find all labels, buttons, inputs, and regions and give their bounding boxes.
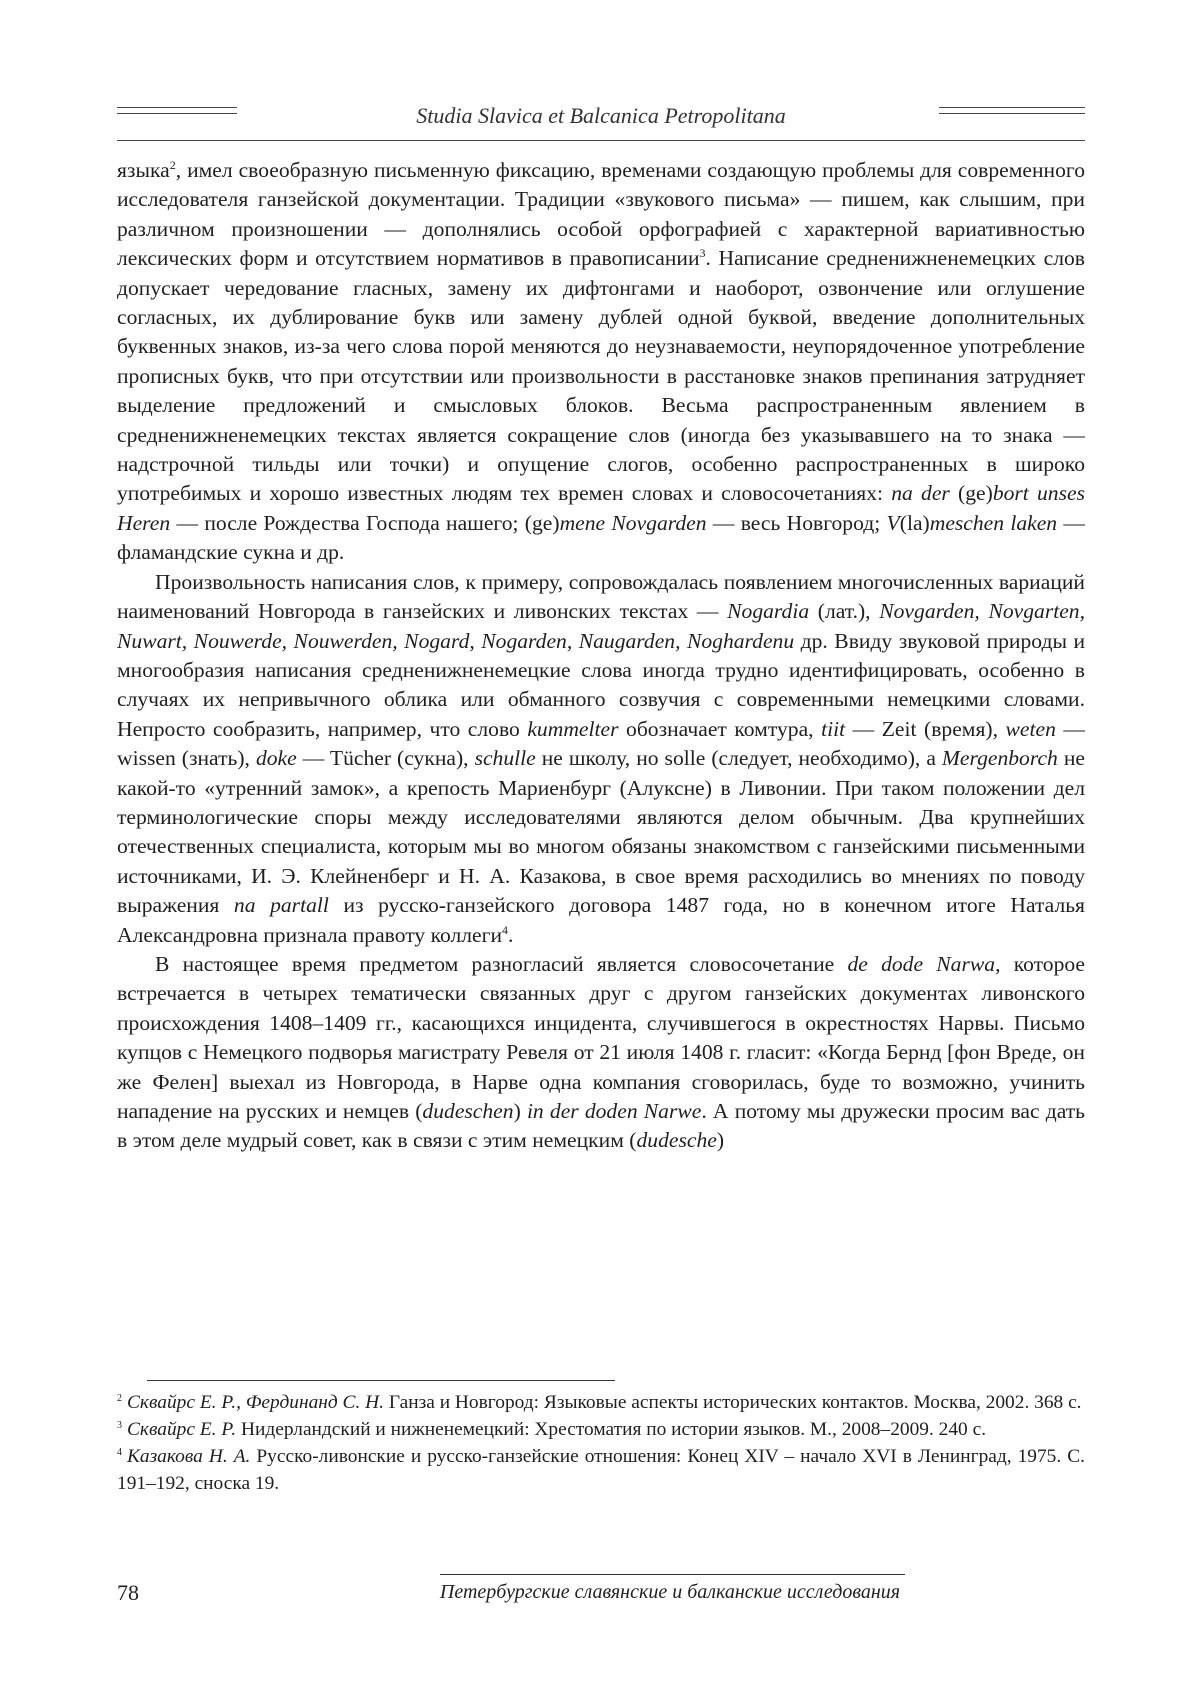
italic-term: dudeschen [422,1099,514,1123]
italic-term: kummelter [527,716,619,741]
paragraph [117,950,1085,1156]
footnote-text: Ганза и Новгород: Языковые аспекты исторических контактов. Москва, 2002. 368 с. [384,1392,1082,1413]
italic-term: V [886,510,900,535]
text-run: , имел своеобразную письменную фиксацию, временами создающую проблемы для современного исследователя ганзейской документации. Традиции «звукового письма» — пишем, как слышим, при различном произношении — дополнялись особой орфографией с характерной вариативностью лексических форм и отсутствием нормативов в правописании [117,158,1085,271]
text-run: — Zeit (время), [845,716,1006,741]
text-run: . [508,922,514,947]
text-run: ) [716,1128,725,1153]
header-rule [117,140,1085,141]
text-run: (la) [899,510,930,535]
footnote-author: Сквайрс Е. Р., Фердинанд С. Н. [127,1392,385,1413]
italic-term: schulle [474,746,536,771]
page-number: 78 [117,1580,139,1605]
journal-title: Studia Slavica et Balcanica Petropolitana [416,103,786,128]
italic-term: Novgarden, Novgarten, Nuwart, Nouwerde, Nouwerden, Nogard, Nogarden, Naugarden, Noghardenи [117,599,1085,653]
header-ornament-rule [939,107,1085,108]
footnote-number: 4 [117,1446,122,1458]
text-run: Произвольность написания слов, к примеру, сопровождалась появлением многочисленных вариаций наименований Новгорода в ганзейских и ливонских текстах — [117,569,1085,624]
text-run: — после Рождества Господа нашего; (ge) [170,510,560,535]
text-run: не какой-то «утренний замок», а крепость Мариенбург (Алуксне) в Ливонии. При таком положении дел терминологические споры между исследователями являются делом обычным. Два крупнейших отечественных специалиста, которым мы во многом обязаны знакомством с ганзейскими письменными источниками, И. Э. Клейненберг и Н. А. Казакова, в свое время расходились во мнениях по поводу выражения [117,746,1085,918]
text-run: (лат.), [809,599,880,624]
text-run: (ge) [958,481,993,506]
italic-term: Nogardia [727,599,810,624]
footnote-author: Казакова Н. А. [127,1446,251,1467]
footnotes [117,1389,1085,1497]
text-run: др. Ввиду звуковой природы и многообразия написания средненижненемецкие слова иногда трудно идентифицировать, особенно в случаях их непривычного облика или обманного созвучия с современными немецкими словами. Непросто сообразить, например, что слово [117,628,1085,741]
italic-term: weten [1005,716,1056,741]
text-run: В настоящее время предметом разногласий является словосочетание [155,951,848,976]
footnote [117,1416,1085,1443]
paragraph [117,156,1085,568]
italic-term: tiit [821,716,846,741]
italic-term: doke [255,746,297,771]
text-run: — Tücher (сукна), [296,746,475,771]
italic-term: dudesche [636,1128,717,1153]
footer-journal-title: Петербургские славянские и балканские исследования [439,1581,901,1603]
footnote-ref: 2 [169,157,176,172]
text-run: языка [117,158,170,182]
italic-term: Mergenborch [941,746,1058,771]
text-run: обозначает комтура, [618,716,822,741]
italic-term: bort unses Heren [117,481,1085,535]
paragraph [117,568,1085,950]
footnote-number: 2 [117,1392,122,1404]
italic-term: na der [891,481,959,506]
text-run: которое встречается в четырех тематически связанных друг с другом ганзейских документах ливонского происхождения 1408–1409 гг., касающихся инцидента, случившегося в окрестностях Нарвы. Письмо купцов с Немецкого подворья магистрату Ревеля от 21 июля 1408 г. гласит: «Когда Бернд [фон Вреде, он же Фелен] выехал из Новгорода, в Нарве одна компания сговорилась, буде то возможно, учинить нападение на русских и немцев ( [117,951,1086,1123]
header-ornament-rule [939,113,1085,114]
italic-term: in der doden Narwe [526,1099,702,1123]
italic-term: de dode Narwa, [847,951,1001,976]
footnote [117,1389,1085,1416]
footnote-separator [147,1380,615,1381]
article-body [117,156,1085,1156]
footnote-ref: 4 [502,922,509,937]
text-run: — wissen (знать), [117,716,1085,771]
running-head [117,100,1085,144]
footnote-ref: 3 [699,246,706,261]
text-run: ) [513,1099,527,1123]
italic-term: na partall [233,893,329,918]
italic-term: mene Novgarden [559,510,707,535]
text-run: не школу, но solle (следует, необходимо), а [535,746,942,771]
footnote-text: Нидерландский и нижненемецкий: Хрестоматия по истории языков. М., 2008–2009. 240 с. [236,1419,987,1440]
text-run: из русско-ганзейского договора 1487 года, но в конечном итоге Наталья Александровна признала правоту коллеги [117,893,1085,947]
italic-term: meschen laken [929,510,1058,535]
footnote-number: 3 [117,1419,122,1431]
text-run: — фламандские сукна и др. [117,510,1085,565]
footer-rule [440,1574,905,1575]
text-run: . А потому мы дружески просим вас дать в этом деле мудрый совет, как в связи с этим немецким ( [117,1099,1086,1153]
text-run: . Написание средненижненемецких слов допускает чередование гласных, замену их дифтонгами и наоборот, озвончение или оглушение согласных, их дублирование букв или замену дублей одной буквой, введение дополнительных буквенных знаков, из-за чего слова порой меняются до неузнаваемости, неупорядоченное употребление прописных букв, что при отсутствии или произвольности в расстановке знаков препинания затрудняет выделение предложений и смысловых блоков. Весьма распространенным явлением в средненижненемецких текстах является сокращение слов (иногда без указывавшего на то знака — надстрочной тильды или точки) и опущение слогов, особенно распространенных в широко употребимых и хорошо известных людям тех времен словах и словосочетаниях: [117,246,1085,506]
footnote-author: Сквайрс Е. Р. [127,1419,237,1440]
footnote [117,1443,1085,1497]
text-run: — весь Новгород; [706,510,887,535]
footnote-text: Русско-ливонские и русско-ганзейские отношения: Конец XIV – начало XVI в Ленинград, 1975. С. 191–192, сноска 19. [117,1446,1086,1494]
